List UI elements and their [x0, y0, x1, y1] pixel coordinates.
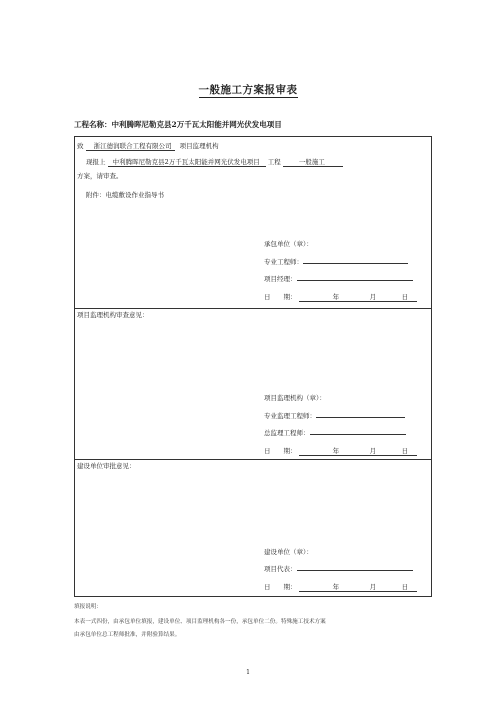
supervision-heading: 项目监理机构审查意见：	[77, 311, 149, 319]
project-name: 工程名称：中利腾晖尼勒克县2万千瓦太阳能并网光伏发电项目	[74, 120, 282, 129]
date-field	[299, 448, 417, 456]
owner-heading: 建设单位审批意见：	[77, 462, 136, 470]
submission-section	[75, 137, 431, 309]
form-title-text: 一般施工方案报审表	[198, 84, 298, 96]
year-label: 年	[332, 293, 340, 301]
form-title	[0, 82, 496, 97]
manager-sign-line	[297, 280, 413, 281]
day-label: 日	[401, 293, 409, 301]
date-label: 日 期：	[264, 583, 297, 591]
chief-engineer-signature	[264, 430, 406, 437]
owner-approval-section	[75, 460, 431, 597]
submit-type: 一般施工	[283, 159, 343, 167]
submission-tail: 方案，请审查。	[77, 172, 123, 180]
submit-project: 中利腾晖尼勒克县2万千瓦太阳能并网光伏发电项目	[108, 159, 266, 167]
to-company: 浙江德润联合工程有限公司	[86, 143, 175, 151]
notes-line-1: 本表一式四份，由承包单位填报，建设单位、项目监理机构各一份，承包单位二份。特殊施工技术方案	[74, 619, 326, 625]
spec-engineer-label: 专业监理工程师：	[264, 412, 316, 420]
addressee-line	[77, 143, 219, 151]
year-label: 年	[332, 583, 340, 591]
chief-engineer-label: 总监理工程师：	[264, 429, 310, 437]
day-label: 日	[401, 447, 409, 455]
attachment-line: 附件：电缆敷设作业指导书	[86, 191, 164, 199]
supervision-review-section	[75, 309, 431, 460]
rep-label: 项目代表：	[264, 565, 297, 573]
date-line-1	[264, 294, 417, 302]
contractor-seal-label: 承包单位（章）：	[264, 240, 313, 248]
notes-line-2: 由承包单位总工程师批准，并附验算结果。	[74, 632, 181, 638]
rep-signature	[264, 566, 413, 573]
date-label: 日 期：	[264, 293, 297, 301]
day-label: 日	[401, 583, 409, 591]
page-number: 1	[246, 669, 250, 676]
rep-sign-line	[297, 570, 413, 571]
month-label: 月	[369, 583, 377, 591]
submit-mid: 工程	[267, 158, 281, 166]
notes-heading: 填报说明：	[74, 604, 102, 610]
engineer-sign-line	[303, 263, 408, 264]
supervision-seal-label: 项目监理机构（章）：	[264, 394, 326, 402]
manager-label: 项目经理：	[264, 275, 297, 283]
date-field	[299, 294, 417, 302]
month-label: 月	[369, 447, 377, 455]
approval-form-table	[74, 136, 432, 597]
date-line-2	[264, 448, 417, 456]
submission-line	[86, 159, 343, 167]
date-line-3	[264, 584, 417, 592]
engineer-signature	[264, 259, 408, 266]
manager-signature	[264, 276, 413, 283]
date-label: 日 期：	[264, 447, 297, 455]
to-prefix: 致	[77, 142, 84, 150]
year-label: 年	[332, 447, 340, 455]
month-label: 月	[369, 293, 377, 301]
spec-engineer-sign-line	[316, 417, 405, 418]
date-field	[299, 584, 417, 592]
owner-seal-label: 建设单位（章）：	[264, 548, 313, 556]
to-suffix: 项目监理机构	[179, 142, 219, 150]
spec-engineer-signature	[264, 413, 405, 420]
engineer-label: 专业工程师：	[264, 258, 303, 266]
submit-prefix: 现报上	[86, 158, 106, 166]
chief-engineer-sign-line	[310, 434, 406, 435]
